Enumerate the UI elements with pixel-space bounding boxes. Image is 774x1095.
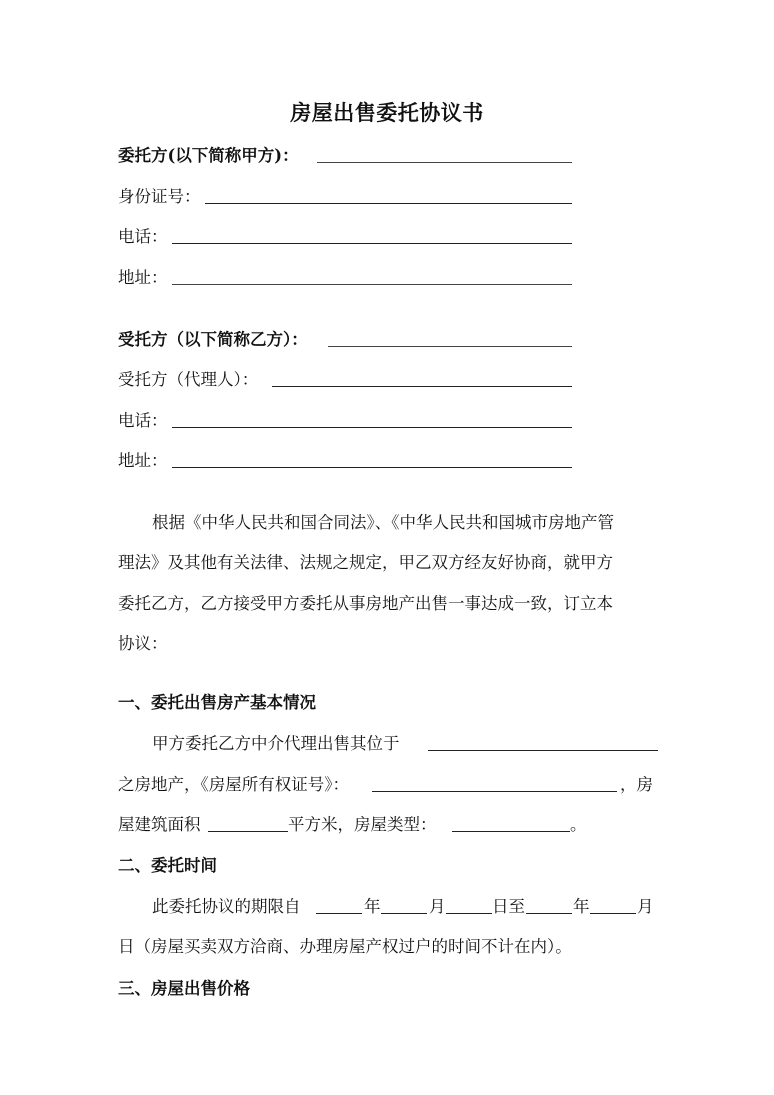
party-a-phone-line[interactable] [172,243,572,244]
intro-line-3: 委托乙方，乙方接受甲方委托从事房地产出售一事达成一致，订立本 [118,594,613,613]
start-year-line[interactable] [316,913,362,914]
section-1-line-2b: ，房 [620,775,653,794]
section-1-line-3a: 屋建筑面积 [118,815,201,834]
party-b-address-label: 地址： [118,451,168,470]
party-b-address-line[interactable] [172,467,572,468]
party-b-agent-line[interactable] [272,386,572,387]
party-a-id-label: 身份证号： [118,187,201,206]
start-day-line[interactable] [446,913,492,914]
party-b-phone-line[interactable] [172,427,572,428]
end-month-line[interactable] [590,913,636,914]
end-year-unit: 年 [573,897,590,916]
party-b-label: 受托方（以下简称乙方）： [118,330,308,349]
end-month-unit: 月 [637,897,654,916]
intro-line-2: 理法》及其他有关法律、法规之规定，甲乙双方经友好协商，就甲方 [118,553,613,572]
section-1-line-2a: 之房地产，《房屋所有权证号》： [118,775,349,794]
certificate-number-line[interactable] [372,791,617,792]
intro-line-1: 根据《中华人民共和国合同法》、《中华人民共和国城市房地产管 [152,513,614,532]
party-a-id-line[interactable] [205,203,572,204]
party-b-name-line[interactable] [328,346,572,347]
party-b-agent-label: 受托方（代理人）： [118,370,259,389]
party-a-phone-label: 电话： [118,227,168,246]
floor-area-line[interactable] [208,831,288,832]
property-location-line[interactable] [428,750,658,751]
start-year-unit: 年 [364,897,381,916]
start-month-line[interactable] [381,913,427,914]
section-3-heading: 三、房屋出售价格 [118,979,250,998]
start-day-to: 日至 [492,897,525,916]
party-a-address-line[interactable] [172,284,572,285]
section-2-heading: 二、委托时间 [118,856,217,875]
section-1-line-1: 甲方委托乙方中介代理出售其位于 [152,734,400,753]
party-b-phone-label: 电话： [118,411,168,430]
section-2-line-1a: 此委托协议的期限自 [152,897,301,916]
party-a-name-line[interactable] [317,162,572,163]
intro-line-4: 协议： [118,634,168,653]
start-month-unit: 月 [429,897,446,916]
section-2-line-2: 日（房屋买卖双方洽商、办理房屋产权过户的时间不计在内）。 [118,937,572,956]
section-1-heading: 一、委托出售房产基本情况 [118,693,316,712]
party-a-label: 委托方(以下简称甲方)： [118,146,299,165]
section-1-line-3b: 平方米，房屋类型： [288,815,437,834]
end-year-line[interactable] [526,913,572,914]
section-1-line-3c: 。 [570,815,587,834]
party-a-address-label: 地址： [118,268,168,287]
house-type-line[interactable] [452,831,570,832]
document-title: 房屋出售委托协议书 [290,100,484,125]
